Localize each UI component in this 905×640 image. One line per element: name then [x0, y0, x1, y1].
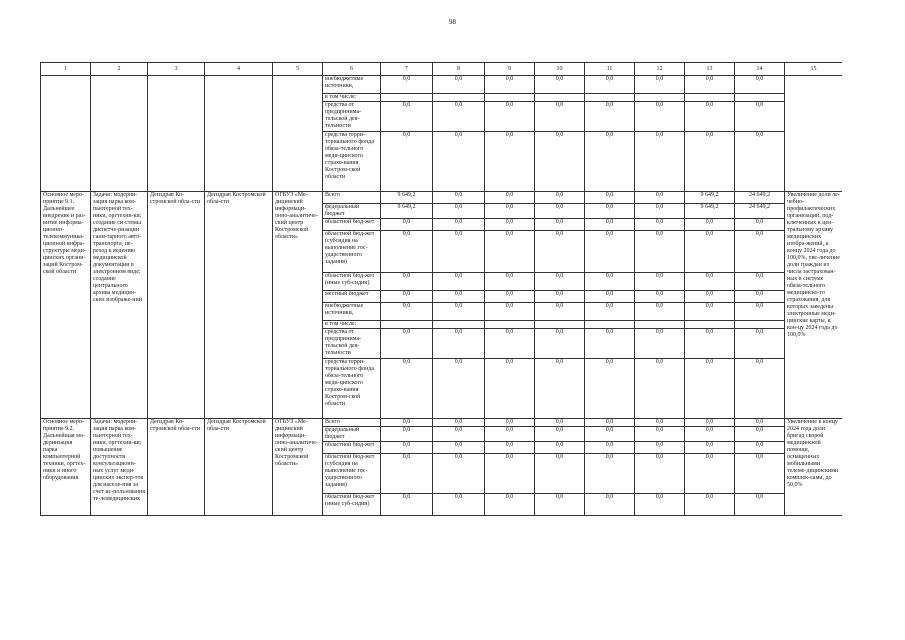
amount-cell: 0,0 — [735, 102, 785, 132]
funding-source-label: областной бюд-жет (иные суб-сидии) — [323, 273, 381, 291]
header-cell-12: 12 — [635, 63, 685, 76]
amount-cell: 0,0 — [635, 102, 685, 132]
amount-cell: 0,0 — [635, 219, 685, 231]
amount-cell — [735, 321, 785, 329]
amount-cell: 0,0 — [585, 494, 635, 516]
amount-cell: 0,0 — [585, 419, 635, 427]
amount-cell — [485, 321, 535, 329]
amount-cell — [685, 94, 735, 102]
amount-cell: 0,0 — [735, 419, 785, 427]
amount-cell: 0,0 — [433, 219, 485, 231]
funding-source-label: Всего — [323, 192, 381, 204]
amount-cell: 0,0 — [685, 442, 735, 454]
amount-cell: 0,0 — [585, 132, 635, 192]
amount-cell: 0,0 — [535, 291, 585, 303]
amount-cell — [635, 321, 685, 329]
amount-cell: 0,0 — [485, 273, 535, 291]
amount-cell: 0,0 — [433, 329, 485, 359]
amount-cell: 9 649,2 — [381, 204, 433, 219]
amount-cell: 0,0 — [535, 204, 585, 219]
amount-cell: 0,0 — [433, 442, 485, 454]
expected-result: Увеличение доли ле-чебно-профилактических организаций, под-ключенных к цен-тральному архиву медицинских изобра-жений, к концу 2024 года до 100,0%, уве-личение доли граждан из числа застрахован-ных в системе обяза-тельного медицинско-го страхования, для которых заведены электронные меди-цинские карты, к кон-цу 2024 года до 100,0% — [785, 192, 843, 419]
amount-cell: 0,0 — [535, 494, 585, 516]
amount-cell: 24 649,2 — [735, 192, 785, 204]
amount-cell: 0,0 — [485, 102, 535, 132]
header-cell-10: 10 — [535, 63, 585, 76]
amount-cell: 0,0 — [485, 329, 535, 359]
amount-cell — [585, 321, 635, 329]
amount-cell: 0,0 — [381, 454, 433, 494]
amount-cell: 0,0 — [635, 204, 685, 219]
header-cell-8: 8 — [433, 63, 485, 76]
amount-cell — [585, 94, 635, 102]
amount-cell: 0,0 — [685, 454, 735, 494]
amount-cell: 0,0 — [635, 494, 685, 516]
header-cell-13: 13 — [685, 63, 735, 76]
amount-cell: 0,0 — [635, 231, 685, 273]
continued-cell-2 — [91, 76, 148, 192]
amount-cell: 0,0 — [381, 494, 433, 516]
amount-cell: 0,0 — [685, 219, 735, 231]
amount-cell: 0,0 — [685, 102, 735, 132]
funding-source-label: в том числе: — [323, 94, 381, 102]
amount-cell: 0,0 — [635, 329, 685, 359]
amount-cell — [381, 321, 433, 329]
activity-col2: Задачи: модерни-зация парка ком-пьютерной тех-ники, оргтехни-ки; создание си-стемы диспетче-ризации сани-тарного авто-транспорта, пе-реход к ведению медицинской документации в электронном виде; создание центрального архива медицин-ских изображе-ний — [91, 192, 148, 419]
amount-cell: 0,0 — [735, 454, 785, 494]
activity-col3: Депздрав Ко-стромской обла-сти — [148, 419, 205, 516]
amount-cell: 0,0 — [735, 494, 785, 516]
amount-cell: 0,0 — [635, 442, 685, 454]
amount-cell: 0,0 — [685, 303, 735, 321]
amount-cell: 0,0 — [485, 291, 535, 303]
amount-cell — [433, 321, 485, 329]
amount-cell: 0,0 — [685, 132, 735, 192]
amount-cell — [535, 94, 585, 102]
amount-cell: 9 649,2 — [685, 192, 735, 204]
amount-cell: 0,0 — [485, 132, 535, 192]
header-cell-3: 3 — [148, 63, 205, 76]
amount-cell: 0,0 — [381, 419, 433, 427]
amount-cell: 0,0 — [485, 231, 535, 273]
amount-cell: 0,0 — [433, 231, 485, 273]
amount-cell: 0,0 — [433, 273, 485, 291]
amount-cell: 0,0 — [735, 359, 785, 419]
header-cell-2: 2 — [91, 63, 148, 76]
amount-cell: 0,0 — [535, 102, 585, 132]
table-row — [41, 192, 843, 204]
amount-cell: 0,0 — [485, 494, 535, 516]
amount-cell: 0,0 — [735, 132, 785, 192]
funding-source-label: средства от предпринима-тельской дея-тельности — [323, 329, 381, 359]
amount-cell: 0,0 — [381, 303, 433, 321]
amount-cell: 0,0 — [635, 132, 685, 192]
continued-cell-3 — [148, 76, 205, 192]
amount-cell: 0,0 — [381, 442, 433, 454]
funding-source-label: внебюджетные источники, — [323, 303, 381, 321]
funding-source-label: областной бюд-жет — [323, 442, 381, 454]
header-cell-4: 4 — [205, 63, 273, 76]
amount-cell: 0,0 — [381, 273, 433, 291]
funding-source-label: Всего — [323, 419, 381, 427]
amount-cell — [535, 321, 585, 329]
amount-cell: 0,0 — [381, 291, 433, 303]
amount-cell: 0,0 — [685, 273, 735, 291]
amount-cell: 0,0 — [685, 291, 735, 303]
amount-cell: 0,0 — [585, 231, 635, 273]
amount-cell: 0,0 — [485, 204, 535, 219]
amount-cell: 0,0 — [433, 132, 485, 192]
amount-cell — [635, 94, 685, 102]
amount-cell: 0,0 — [735, 219, 785, 231]
amount-cell: 0,0 — [685, 329, 735, 359]
amount-cell: 0,0 — [381, 359, 433, 419]
amount-cell: 0,0 — [433, 454, 485, 494]
continued-cell-5 — [273, 76, 323, 192]
amount-cell: 0,0 — [381, 219, 433, 231]
activity-col5: ОГБУЗ «Ме-дицинский информаци-онно-аналитиче-ский центр Костромской области» — [273, 192, 323, 419]
amount-cell: 0,0 — [535, 219, 585, 231]
amount-cell: 0,0 — [381, 76, 433, 94]
amount-cell: 0,0 — [585, 427, 635, 442]
table-row — [41, 76, 843, 94]
amount-cell: 0,0 — [585, 219, 635, 231]
amount-cell: 0,0 — [685, 76, 735, 94]
continued-cell-1 — [41, 76, 91, 192]
header-row — [41, 63, 843, 76]
header-cell-5: 5 — [273, 63, 323, 76]
header-cell-11: 11 — [585, 63, 635, 76]
amount-cell: 0,0 — [433, 102, 485, 132]
amount-cell: 0,0 — [585, 192, 635, 204]
funding-source-label: средства терри-ториального фонда обяза-тельного меди-цинского страхо-вания Костром-ской области — [323, 359, 381, 419]
amount-cell: 0,0 — [585, 454, 635, 494]
amount-cell: 0,0 — [535, 132, 585, 192]
funding-source-label: в том числе: — [323, 321, 381, 329]
continued-cell-4 — [205, 76, 273, 192]
amount-cell: 0,0 — [433, 76, 485, 94]
activity-col2: Задачи: модерни-зация парка ком-пьютерной тех-ники, оргтехни-ки; повышение доступности консультационн-ных услуг меди-цинских экспер-тов для населе-ния за счет ис-пользования те-лемедицинских — [91, 419, 148, 516]
funding-source-label: местный бюджет — [323, 291, 381, 303]
amount-cell — [685, 321, 735, 329]
funding-source-label: федеральный бюджет — [323, 204, 381, 219]
amount-cell: 0,0 — [535, 303, 585, 321]
amount-cell — [485, 94, 535, 102]
amount-cell: 0,0 — [585, 102, 635, 132]
amount-cell: 0,0 — [535, 192, 585, 204]
funding-source-label: областной бюд-жет (иные суб-сидии) — [323, 494, 381, 516]
amount-cell: 0,0 — [535, 76, 585, 94]
amount-cell: 0,0 — [485, 419, 535, 427]
amount-cell: 24 649,2 — [735, 204, 785, 219]
amount-cell: 0,0 — [485, 192, 535, 204]
amount-cell: 0,0 — [735, 273, 785, 291]
amount-cell: 0,0 — [381, 231, 433, 273]
amount-cell: 0,0 — [535, 427, 585, 442]
header-cell-15: 15 — [785, 63, 843, 76]
amount-cell: 0,0 — [685, 359, 735, 419]
amount-cell: 0,0 — [535, 359, 585, 419]
funding-source-label: средства терри-ториального фонда обяза-тельного меди-цинского страхо-вания Костром-ской области — [323, 132, 381, 192]
amount-cell: 0,0 — [635, 419, 685, 427]
activity-col4: Депздрав Костромской обла-сти — [205, 419, 273, 516]
amount-cell: 0,0 — [433, 291, 485, 303]
amount-cell: 0,0 — [535, 231, 585, 273]
amount-cell: 0,0 — [433, 494, 485, 516]
amount-cell: 0,0 — [485, 303, 535, 321]
funding-source-label: федеральный бюджет — [323, 427, 381, 442]
amount-cell: 0,0 — [433, 204, 485, 219]
amount-cell: 0,0 — [735, 231, 785, 273]
amount-cell: 0,0 — [635, 359, 685, 419]
activity-col3: Депздрав Ко-стромской обла-сти — [148, 192, 205, 419]
activity-col1: Основное меро-приятие 9.2. Дальнейшая мо-дернизация парка компьютерной техники, оргтех-ники и иного оборудования — [41, 419, 91, 516]
amount-cell: 0,0 — [585, 273, 635, 291]
activity-col1: Основное меро-приятие 9.1. Дальнейшее внедрение и раз-витие информа-ционно-телекоммуника-ционной инфра-структуры меди-цинских органи-заций Костром-ской области — [41, 192, 91, 419]
amount-cell: 0,0 — [585, 359, 635, 419]
amount-cell: 0,0 — [635, 454, 685, 494]
header-cell-6: 6 — [323, 63, 381, 76]
amount-cell: 0,0 — [635, 76, 685, 94]
amount-cell: 0,0 — [735, 442, 785, 454]
amount-cell: 0,0 — [535, 273, 585, 291]
amount-cell: 0,0 — [485, 219, 535, 231]
amount-cell — [735, 94, 785, 102]
funding-source-label: областной бюд-жет (субсидия на выполнение гос-ударственного задания) — [323, 231, 381, 273]
amount-cell: 9 649,2 — [381, 192, 433, 204]
amount-cell: 0,0 — [585, 204, 635, 219]
amount-cell: 0,0 — [635, 291, 685, 303]
expected-result: Увеличение к концу 2024 года доли бригад скорой медицинской помощи, оснащенных мобильными телеме-дицинскими комплек-сами, до 50,0% — [785, 419, 843, 516]
amount-cell: 0,0 — [381, 102, 433, 132]
amount-cell: 0,0 — [635, 427, 685, 442]
amount-cell: 0,0 — [381, 329, 433, 359]
amount-cell: 0,0 — [585, 76, 635, 94]
amount-cell: 0,0 — [585, 303, 635, 321]
amount-cell: 0,0 — [535, 454, 585, 494]
amount-cell: 0,0 — [485, 442, 535, 454]
amount-cell: 0,0 — [485, 454, 535, 494]
amount-cell: 0,0 — [535, 329, 585, 359]
amount-cell: 0,0 — [433, 192, 485, 204]
document-table-wrapper — [40, 62, 842, 636]
amount-cell: 0,0 — [585, 329, 635, 359]
activity-col5: ОГБУЗ «Ме-дицинский информаци-онно-аналитиче-ский центр Костромской области» — [273, 419, 323, 516]
amount-cell: 0,0 — [433, 419, 485, 427]
amount-cell: 0,0 — [433, 359, 485, 419]
table-row — [41, 419, 843, 427]
funding-source-label: внебюджетные источники, — [323, 76, 381, 94]
header-cell-7: 7 — [381, 63, 433, 76]
amount-cell: 0,0 — [381, 427, 433, 442]
amount-cell: 0,0 — [735, 427, 785, 442]
amount-cell: 0,0 — [635, 192, 685, 204]
amount-cell: 0,0 — [485, 76, 535, 94]
activity-col4: Депздрав Костромской обла-сти — [205, 192, 273, 419]
amount-cell — [433, 94, 485, 102]
amount-cell: 0,0 — [485, 359, 535, 419]
header-cell-14: 14 — [735, 63, 785, 76]
funding-source-label: средства от предпринима-тельской дея-тельности — [323, 102, 381, 132]
amount-cell: 0,0 — [685, 494, 735, 516]
amount-cell: 0,0 — [735, 76, 785, 94]
amount-cell — [381, 94, 433, 102]
amount-cell: 0,0 — [535, 442, 585, 454]
amount-cell: 0,0 — [485, 427, 535, 442]
page-number: 98 — [449, 18, 456, 26]
amount-cell: 0,0 — [685, 419, 735, 427]
header-cell-9: 9 — [485, 63, 535, 76]
amount-cell: 0,0 — [585, 442, 635, 454]
amount-cell: 0,0 — [433, 303, 485, 321]
continued-result — [785, 76, 843, 192]
amount-cell: 0,0 — [381, 132, 433, 192]
amount-cell: 0,0 — [635, 303, 685, 321]
amount-cell: 0,0 — [735, 329, 785, 359]
amount-cell: 0,0 — [735, 303, 785, 321]
budget-table — [40, 62, 842, 516]
amount-cell: 0,0 — [685, 231, 735, 273]
amount-cell: 0,0 — [433, 427, 485, 442]
amount-cell: 0,0 — [535, 419, 585, 427]
amount-cell: 0,0 — [585, 291, 635, 303]
amount-cell: 0,0 — [635, 273, 685, 291]
amount-cell: 0,0 — [685, 427, 735, 442]
funding-source-label: областной бюд-жет (субсидия на выполнение гос-ударственного задания) — [323, 454, 381, 494]
amount-cell: 9 649,2 — [685, 204, 735, 219]
amount-cell: 0,0 — [735, 291, 785, 303]
funding-source-label: областной бюд-жет — [323, 219, 381, 231]
header-cell-1: 1 — [41, 63, 91, 76]
